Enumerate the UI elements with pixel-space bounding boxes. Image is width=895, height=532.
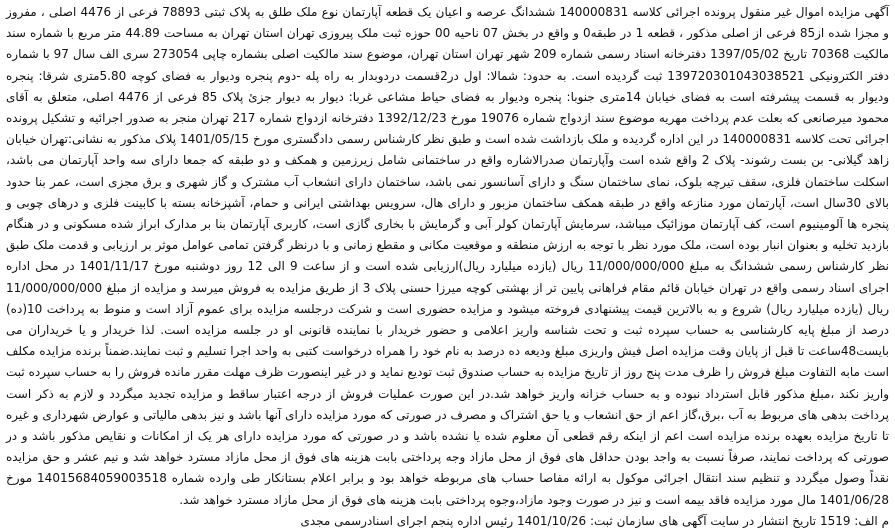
- notice-footer-text: م الف: 1519 تاریخ انتشار در سایت آگهی های سازمان ثبت: 1401/10/26 رئیس اداره پنجم اجرای اسنادرسمی مجدی: [300, 513, 889, 528]
- auction-notice: [4, 2, 891, 528]
- notice-body-text: آگهی مزایده اموال غیر منقول پرونده اجرائی کلاسه 140000831 ششدانگ عرصه و اعیان یک قطعه آپارتمان نوع ملک طلق به پلاک ثبتی 78893 فرعی از 4476 اصلی ، مفروز و مجزا شده از85 فرعی از اصلی مذکور ، قطعه 1 در طبقه0 و واقع در بخش 07 ناحیه 00 حوزه ثبت ملک پیروزی تهران استان تهران به مساحت 44.89 متر مربع با شماره سند مالکیت 70368 تاریخ 1397/05/02 دفترخانه اسناد رسمی شماره 209 شهر تهران استان تهران، موضوع سند مالکیت اصلی بشماره چاپی 273054 سری الف سال 97 با شماره دفتر الکترونیکی 139720301043038521 ثبت گردیده است. به حدود: شمالا: اول در2قسمت دردوبدار به راه پله -دوم پنجره ودیوار به فضای کوچه 5.80متری شرقا: پنجره ودیوار به قسمت پیشرفته است به فضای خیابان 14متری جنوبا: پنجره ودیوار به فضای حیاط مشاعی غربا: دیوار به دیوار جزئ پلاک 85 فرعی از 4476 اصلی، متعلق به آقای محمود میرصانعی که بعلت عدم پرداخت مهریه موضوع سند ازدواج شماره 19076 مورخ 1392/12/23 دفترخانه ازدواج شماره 217 تهران منجر به صدور اجرائیه و تشکیل پرونده اجرائی تحت کلاسه 140000831 در این اداره گردیده و ملک بازداشت شده است و طبق نظر کارشناس رسمی دادگستری مورخ 1401/05/15 پلاک مذکور به نشانی:تهران خیابان زاهد گیلانی- بن بست رشوند- پلاک 2 واقع شده است وآپارتمان صدرالاشاره واقع در ساختمانی شامل زیرزمین و همکف و دو طبقه که جمعا دارای سه واحد آپارتمان می باشد، اسکلت ساختمان فلزی، سقف تیرچه بلوک، نمای ساختمان سنگ و دارای آسانسور نمی باشد، ساختمان دارای انشعاب آب مشترک و گاز شهری و برق مجزی است، عمر بنا حدود بالای 30سال است، آپارتمان مورد منازعه واقع در طبقه همکف ساختمان مزبور و دارای هال، سرویس بهداشتی ایرانی و حمام، آشپزخانه بسته با کابینت فلزی و درهای چوبی و پنجره ها آلومینیوم است، کف آپارتمان موزائیک میباشد، سرمایش آپارتمان کولر آبی و گرمایش با بخاری گازی است، کاربری آپارتمان بنا بر مدارک ابراز شده مسکونی و در هنگام بازدید تخلیه و بعنوان انبار بوده است، ملک مورد نظر با توجه به ارزش منطقه و موقعیت مکانی و مقطع زمانی و با درنظر گرفتن تمامی عوامل موثر بر ارزیابی و قدمت ملک طبق نظر کارشناس رسمی ششدانگ به مبلغ 11/000/000/000 ریال (یازده میلیارد ریال)ارزیابی شده است و از ساعت 9 الی 12 روز دوشنبه مورخ 1401/11/17 در محل اداره اجرای اسناد رسمی واقع در تهران خیابان قائم مقام فراهانی پایین تر از بهشتی کوچه میرزا حسنی پلاک 3 از طریق مزایده به فروش میرسد و مزایده از مبلغ 11/000/000/000 ریال (یازده میلیارد ریال) شروع و به بالاترین قیمت پیشنهادی فروخته میشود و مزایده حضوری است و شرکت درجلسه مزایده برای عموم آزاد است و منوط به پرداخت 10(ده) درصد از مبلغ پایه کارشناسی به حساب سپرده ثبت و تحت شناسه واریز اعلامی و حضور خریدار با نماینده قانونی او در جلسه مزایده است. لذا خریدار و یا خریداران می بایست48ساعت تا قبل از پایان وقت مزایده اصل فیش واریزی مبلغ ودیعه ده درصد به نام خود را همراه درخواست کتبی به واحد اجرا تسلیم و ثبت نمایند.ضمناً برنده مزایده مکلف است مابه التفاوت مبلغ فروش را ظرف مدت پنج روز از تاریخ مزایده به حساب صندوق ثبت تودیع نماید و در غیر اینصورت ظرف مهلت مقرر مانده فروش را به حساب سپرده ثبت واریز نکند ،مبلغ مذکور قابل استرداد نبوده و به حساب خزانه واریز خواهد شد.در این صورت عملیات فروش از درجه اعتبار ساقط و مزایده تجدید میگردد و لازم به ذکر است پرداخت بدهی های مربوط به آب ،برق،گاز اعم از حق انشعاب و یا حق اشتراک و مصرف در صورتی که مورد مزایده دارای آنها باشد و نیز بدهی مالیاتی و عوارض شهرداری و غیره تا تاریخ مزایده بعهده برنده مزایده است اعم از اینکه رقم قطعی آن معلوم شده یا نشده باشد و در صورتی که مورد مزایده دارای هر یک از امکانات و نقایص مذکور باشد و در صورتی که پرداخت نمایند، صرفاً نسبت به واجد بودن حداقل های فوق از محل مازاد وجه پرداختی بابت هزینه های فوق از محل مازاد مسترد خواهد شد و نیم عشر و حق مزایده نقداً وصول میگردد و تنظیم سند انتقال اجرائی موکول به ارائه مفاصا حساب های مربوطه خواهد بود و برابر اعلام بستانکار طی وارده شماره 14015684059003518 مورخ 1401/06/28 مال مورد مزایده فاقد بیمه است و نیز در صورت وجود مازاد،وجوه پرداختی بابت هزینه های فوق از محل مازاد مسترد خواهد شد.: [6, 5, 890, 507]
